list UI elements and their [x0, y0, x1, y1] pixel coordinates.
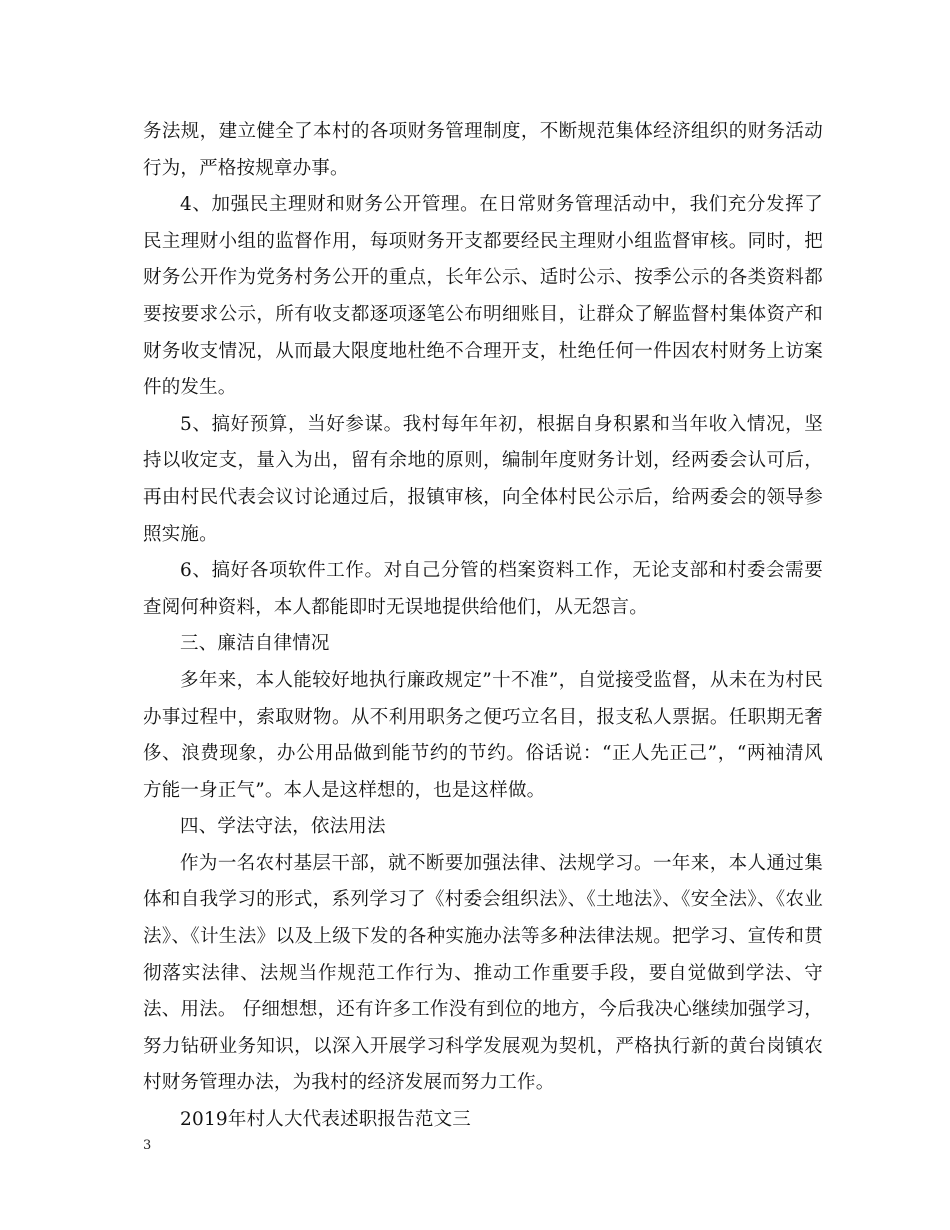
paragraph-integrity-details: 多年来，本人能较好地执行廉政规定”十不准”，自觉接受监督，从未在为村民办事过程中，索取财物。从不利用职务之便巧立名目，报支私人票据。任职期无奢侈、浪费现象，办公用品做到能节约的节约。俗话说：“正人先正己”，“两袖清风方能一身正气”。本人是这样想的，也是这样做。	[143, 669, 823, 801]
body-text	[143, 114, 823, 1139]
section-heading-law-study: 四、学法守法，依法用法	[180, 816, 386, 838]
paragraph-item-5-budget: 5、搞好预算，当好参谋。我村每年年初，根据自身积累和当年收入情况，坚持以收定支，量入为出，留有余地的原则，编制年度财务计划，经两委会认可后，再由村民代表会议讨论通过后，报镇审核，向全体村民公示后，给两委会的领导参照实施。	[143, 413, 823, 545]
next-report-title: 2019年村人大代表述职报告范文三	[180, 1109, 471, 1131]
paragraph-item-6-software-work: 6、搞好各项软件工作。对自己分管的档案资料工作，无论支部和村委会需要查阅何种资料，本人都能即时无误地提供给他们，从无怨言。	[143, 560, 823, 618]
section-heading-integrity: 三、廉洁自律情况	[180, 633, 330, 655]
page-number: 3	[143, 1138, 152, 1153]
paragraph-law-study-details: 作为一名农村基层干部，就不断要加强法律、法规学习。一年来，本人通过集体和自我学习的形式，系列学习了《村委会组织法》、《土地法》、《安全法》、《农业法》、《计生法》以及上级下发的各种实施办法等多种法律法规。把学习、宣传和贯彻落实法律、法规当作规范工作行为、推动工作重要手段，要自觉做到学法、守法、用法。 仔细想想，还有许多工作没有到位的地方，今后我决心继续加强学习，努力钻研业务知识，以深入开展学习科学发展观为契机，严格执行新的黄台岗镇农村财务管理办法，为我村的经济发展而努力工作。	[143, 852, 823, 1094]
paragraph-finance-rules-continued: 务法规，建立健全了本村的各项财务管理制度，不断规范集体经济组织的财务活动行为，严格按规章办事。	[143, 121, 823, 179]
paragraph-item-4-democratic-finance: 4、加强民主理财和财务公开管理。在日常财务管理活动中，我们充分发挥了民主理财小组的监督作用，每项财务开支都要经民主理财小组监督审核。同时，把财务公开作为党务村务公开的重点，长年公示、适时公示、按季公示的各类资料都要按要求公示，所有收支都逐项逐笔公布明细账目，让群众了解监督村集体资产和财务收支情况，从而最大限度地杜绝不合理开支，杜绝任何一件因农村财务上访案件的发生。	[143, 194, 823, 399]
